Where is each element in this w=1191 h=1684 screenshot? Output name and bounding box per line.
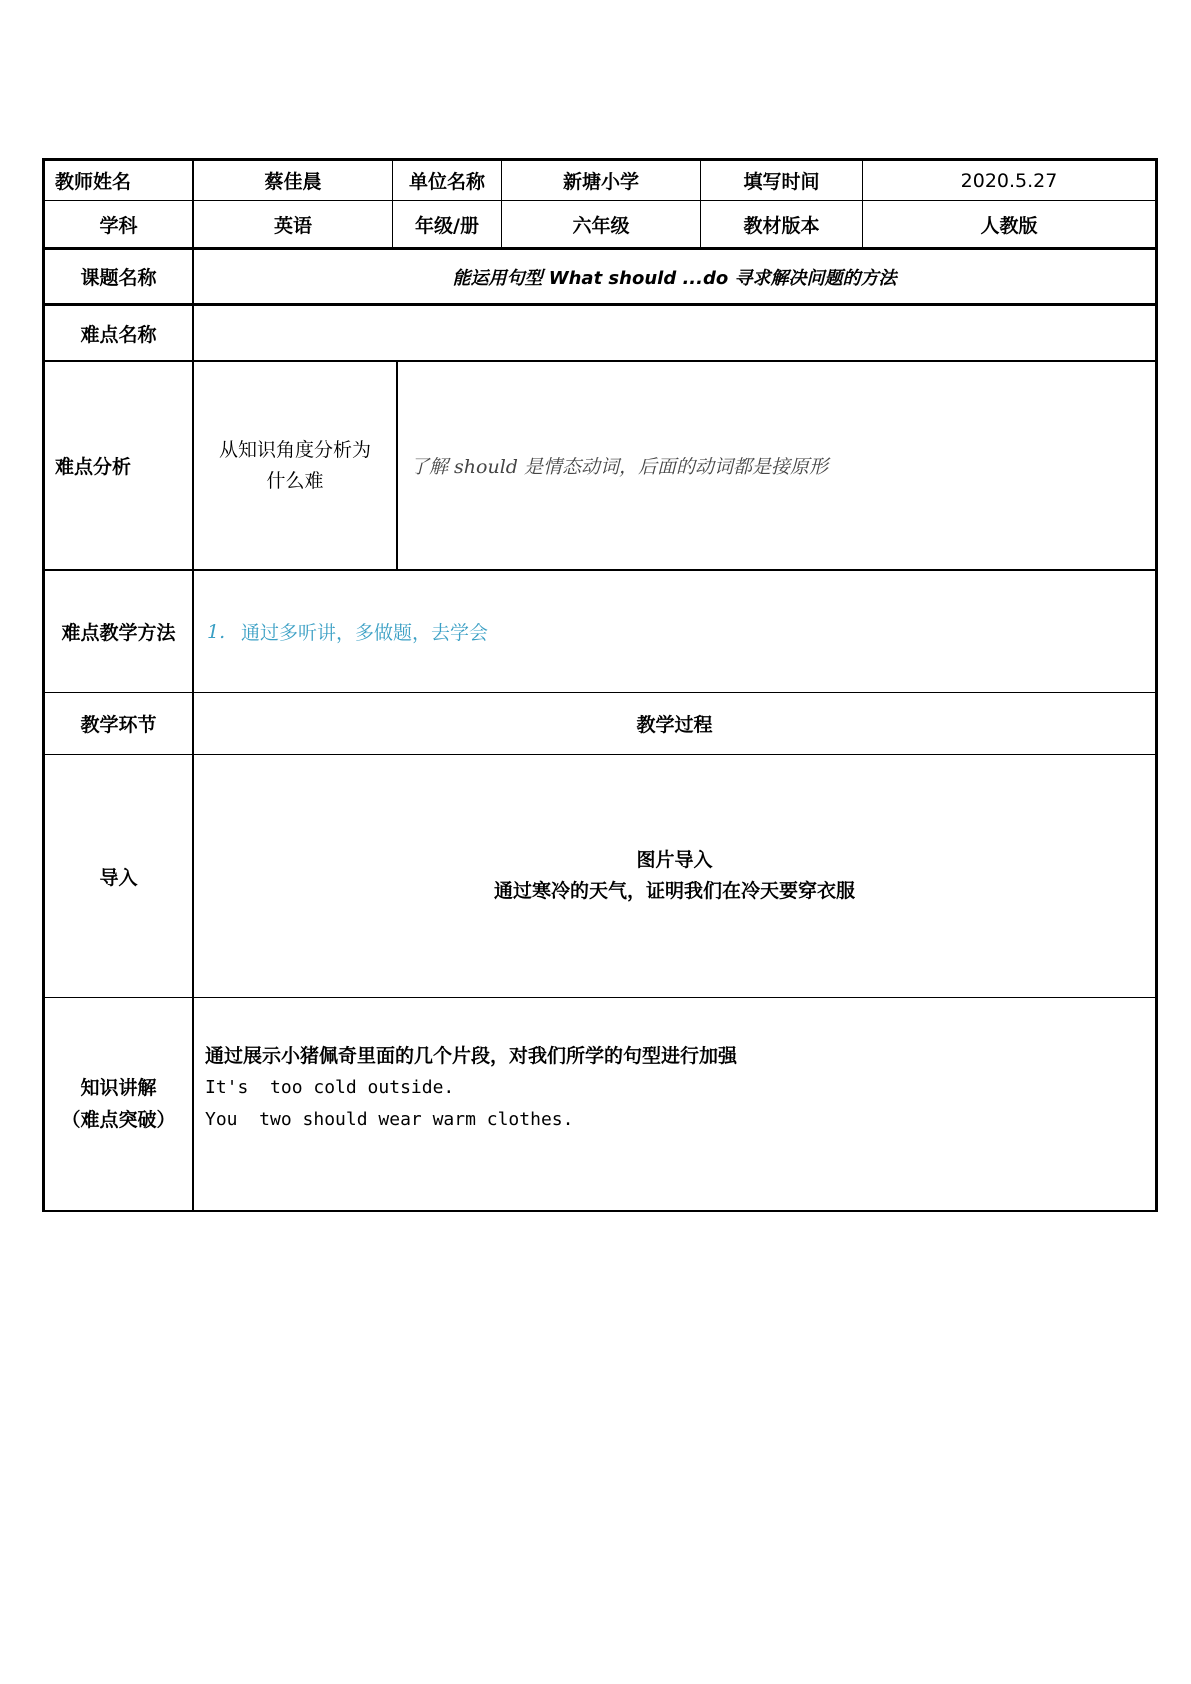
analysis-sub-label-line1: 从知识角度分析为: [218, 438, 371, 461]
edition-label: 教材版本: [743, 214, 820, 237]
teacher-name: 蔡佳晨: [264, 171, 322, 193]
analysis-sub-label: [194, 362, 396, 569]
method-label: 难点教学方法: [61, 622, 176, 644]
grade: 六年级: [572, 214, 630, 237]
process-value-header: 教学过程: [636, 714, 713, 736]
analysis-content: 了解 should 是情态动词，后面的动词都是接原形: [410, 456, 828, 478]
edition: 人教版: [980, 214, 1038, 237]
grade-label: 年级/册: [415, 214, 479, 237]
method-text: 通过多听讲，多做题，去学会: [241, 622, 489, 644]
difficulty-label: 难点名称: [80, 323, 157, 346]
knowledge-label-line1: 知识讲解: [80, 1077, 157, 1099]
table-border-bottom: [42, 1210, 1158, 1212]
fill-date-label: 填写时间: [743, 171, 820, 193]
subject: 英语: [273, 214, 312, 237]
knowledge-line1: 通过展示小猪佩奇里面的几个片段，对我们所学的句型进行加强: [205, 1045, 738, 1067]
intro-label: 导入: [99, 866, 138, 889]
intro-line2: 通过寒冷的天气，证明我们在冷天要穿衣服: [493, 880, 855, 902]
table-border-right: [1155, 158, 1158, 1212]
intro-content: [194, 755, 1155, 997]
knowledge-label: [45, 998, 192, 1210]
teacher-name-label: 教师姓名: [55, 171, 132, 193]
method-number: 1.: [207, 620, 226, 643]
analysis-label: 难点分析: [55, 456, 132, 478]
knowledge-line2: It's too cold outside.: [205, 1077, 455, 1098]
method-content: [207, 571, 1147, 692]
fill-date: 2020.5.27: [960, 169, 1058, 192]
knowledge-content: [205, 1040, 1145, 1136]
intro-line1: 图片导入: [636, 849, 713, 871]
difficulty-value: [194, 306, 1155, 360]
analysis-sub-label-line2: 什么难: [266, 469, 324, 492]
row-divider: [42, 997, 1158, 998]
unit-name: 新塘小学: [562, 171, 639, 193]
topic-label: 课题名称: [80, 267, 157, 289]
unit-name-label: 单位名称: [408, 171, 485, 193]
subject-label: 学科: [99, 214, 138, 237]
process-stage-label: 教学环节: [80, 714, 157, 736]
col-divider: [396, 361, 398, 570]
knowledge-label-line2: （难点突破）: [61, 1109, 176, 1131]
knowledge-line3: You two should wear warm clothes.: [205, 1109, 574, 1130]
topic-value: 能运用句型 What should ...do 寻求解决问题的方法: [452, 267, 897, 289]
